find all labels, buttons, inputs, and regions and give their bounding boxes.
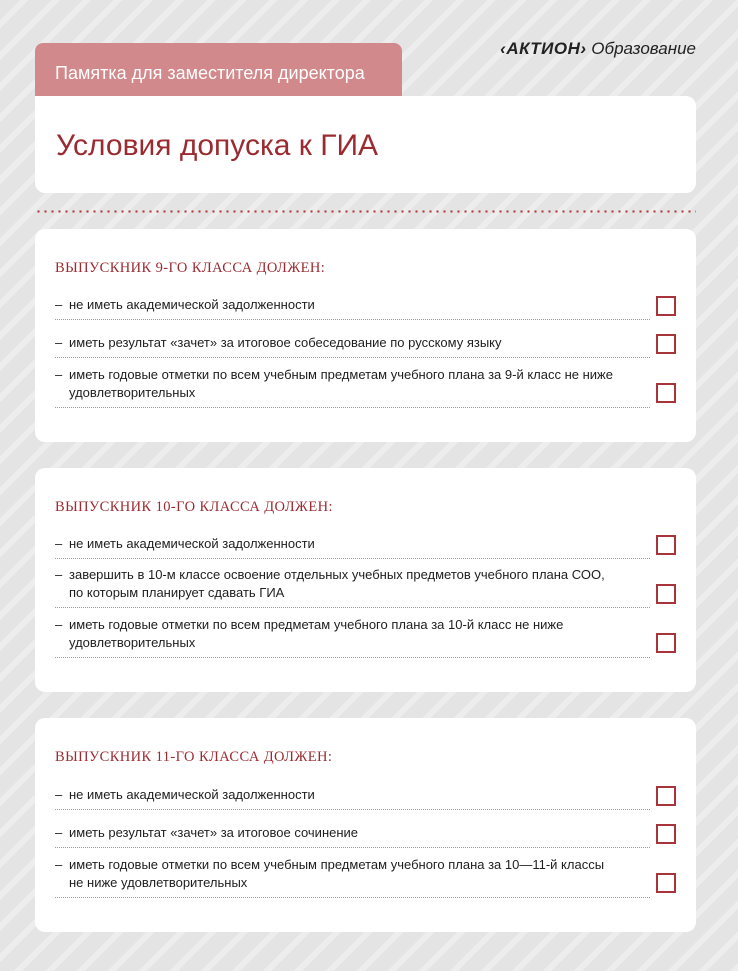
title-card [35, 96, 696, 193]
checklist-row: – иметь результат «зачет» за итоговое сочинение [55, 810, 650, 848]
page-title: Условия допуска к ГИА [56, 129, 379, 162]
section-grade-9 [35, 229, 696, 442]
checkbox[interactable] [656, 633, 676, 653]
checklist-row: – иметь результат «зачет» за итоговое собеседование по русскому языку [55, 320, 650, 358]
section-grade-10 [35, 468, 696, 692]
checklist-row: – не иметь академической задолженности [55, 528, 650, 559]
checkbox[interactable] [656, 535, 676, 555]
checklist-item-text: иметь результат «зачет» за итоговое собеседование по русскому языку [69, 335, 502, 350]
checkbox[interactable] [656, 824, 676, 844]
checkbox[interactable] [656, 296, 676, 316]
checkbox[interactable] [656, 584, 676, 604]
checklist-row: – завершить в 10-м классе освоение отдельных учебных предметов учебного плана СОО, по которым планирует сдавать ГИА [55, 559, 650, 608]
checklist-item-text: не иметь академической задолженности [69, 536, 315, 551]
checkbox[interactable] [656, 786, 676, 806]
checklist-item-text: иметь годовые отметки по всем предметам учебного плана за 10-й класс не ниже удовлетворительных [69, 617, 564, 650]
section-heading: ВЫПУСКНИК 10-ГО КЛАССА ДОЛЖЕН: [55, 499, 333, 515]
section-grade-11 [35, 718, 696, 932]
checklist-row: – иметь годовые отметки по всем предметам учебного плана за 10-й класс не ниже удовлетворительных [55, 608, 650, 658]
checklist-row: – иметь годовые отметки по всем учебным предметам учебного плана за 9-й класс не ниже удовлетворительных [55, 358, 650, 408]
section-heading: ВЫПУСКНИК 11-ГО КЛАССА ДОЛЖЕН: [55, 749, 333, 765]
checkbox[interactable] [656, 334, 676, 354]
checklist-item-text: иметь годовые отметки по всем учебным предметам учебного плана за 9-й класс не ниже удовлетворительных [69, 367, 613, 400]
checklist-row: – иметь годовые отметки по всем учебным предметам учебного плана за 10—11-й классы не ниже удовлетворительных [55, 848, 650, 898]
checklist-item-text: не иметь академической задолженности [69, 297, 315, 312]
checklist-item-text: завершить в 10-м классе освоение отдельных учебных предметов учебного плана СОО, по которым планирует сдавать ГИА [69, 567, 605, 600]
checkbox[interactable] [656, 873, 676, 893]
checklist-item-text: иметь результат «зачет» за итоговое сочинение [69, 825, 359, 840]
header-tab: Памятка для заместителя директора [35, 43, 402, 96]
checkbox[interactable] [656, 383, 676, 403]
logo-subtitle: Образование [591, 39, 696, 58]
section-heading: ВЫПУСКНИК 9-ГО КЛАССА ДОЛЖЕН: [55, 260, 326, 276]
checklist-item-text: не иметь академической задолженности [69, 787, 315, 802]
dotted-divider [35, 210, 696, 213]
checklist-row: – не иметь академической задолженности [55, 779, 650, 810]
checklist-item-text: иметь годовые отметки по всем учебным предметам учебного плана за 10—11-й классы не ниже удовлетворительных [69, 857, 605, 890]
logo-brand: ‹АКТИОН› [500, 39, 587, 58]
checklist-row: – не иметь академической задолженности [55, 289, 650, 320]
logo [500, 39, 696, 59]
